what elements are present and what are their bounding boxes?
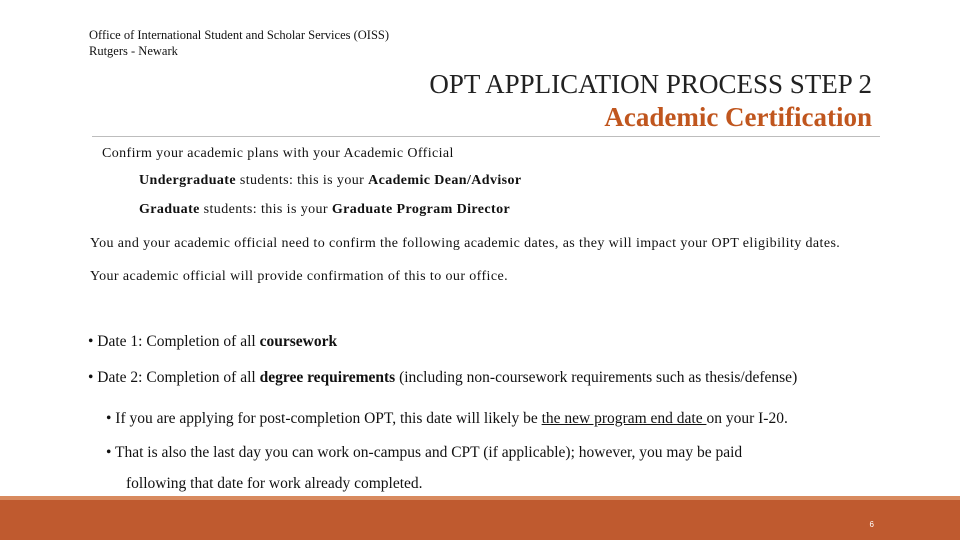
campus-name: Rutgers - Newark — [89, 44, 178, 58]
date2-bold: degree requirements — [259, 369, 396, 386]
date1-prefix: • Date 1: Completion of all — [88, 333, 260, 350]
date2-prefix: • Date 2: Completion of all — [88, 369, 260, 386]
subbullet-program-end — [106, 409, 788, 429]
grad-label: Graduate — [139, 202, 200, 217]
subbullet-last-day-cont: following that date for work already completed. — [126, 475, 423, 492]
date2-bullet — [88, 368, 797, 388]
grad-mid: students: this is your — [199, 202, 332, 217]
office-name: Office of International Student and Scholar Services (OISS) — [89, 28, 390, 42]
undergrad-mid: students: this is your — [235, 173, 369, 188]
confirmation-text: Your academic official will provide confirmation of this to our office. — [90, 269, 508, 284]
footer-bar — [0, 500, 960, 540]
undergrad-role: Academic Dean/Advisor — [368, 173, 522, 188]
slide-subtitle: Academic Certification — [604, 102, 872, 132]
date2-suffix: (including non-coursework requirements such as thesis/defense) — [395, 369, 798, 386]
grad-role: Graduate Program Director — [331, 202, 511, 217]
sub1-underline: the new program end date — [541, 410, 707, 427]
grad-line — [139, 201, 510, 219]
undergrad-label: Undergraduate — [139, 173, 236, 188]
dates-intro: You and your academic official need to confirm the following academic dates, as they will impact your OPT eligibility dates. — [90, 236, 841, 251]
office-header — [89, 27, 389, 59]
sub1-prefix: • If you are applying for post-completion OPT, this date will likely be — [106, 410, 542, 427]
page-number: 6 — [869, 520, 874, 529]
date1-bullet — [88, 332, 337, 352]
undergrad-line — [139, 172, 522, 190]
slide-title: OPT APPLICATION PROCESS STEP 2 — [429, 69, 872, 99]
confirm-text: Confirm your academic plans with your Academic Official — [102, 146, 454, 161]
sub1-suffix: on your I-20. — [706, 410, 788, 427]
title-divider — [92, 136, 880, 137]
subbullet-last-day: • That is also the last day you can work on-campus and CPT (if applicable); however, you may be paid — [106, 444, 743, 461]
date1-bold: coursework — [259, 333, 338, 350]
